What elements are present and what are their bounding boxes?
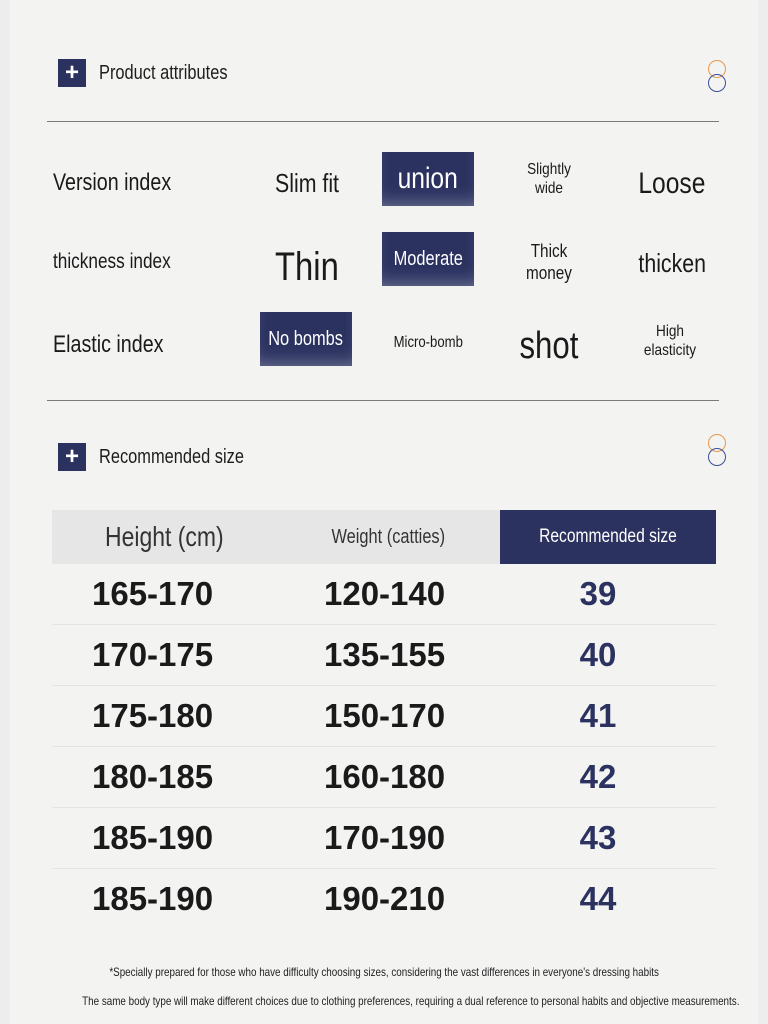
cell-height: 180-185 — [92, 758, 214, 795]
header-height: Height (cm) — [104, 521, 224, 552]
attr-label-version: Version index — [53, 169, 172, 196]
cell-size: 42 — [579, 758, 617, 795]
cell-weight: 135-155 — [324, 636, 446, 673]
cell-weight: 150-170 — [324, 697, 446, 734]
table-row — [52, 747, 716, 808]
product-detail-page — [10, 0, 758, 1024]
divider — [47, 121, 719, 122]
attributes-section-title: Product attributes — [99, 61, 228, 84]
rings-icon — [706, 434, 730, 474]
option-slim-fit: Slim fit — [275, 168, 339, 199]
table-row — [52, 808, 716, 869]
cell-weight: 160-180 — [324, 758, 446, 795]
size-table — [52, 510, 716, 929]
option-thicken: thicken — [638, 248, 706, 279]
table-row — [52, 686, 716, 747]
cell-weight: 190-210 — [324, 880, 446, 917]
table-header — [52, 510, 716, 564]
table-row — [52, 625, 716, 686]
option-loose: Loose — [638, 167, 706, 200]
cell-size: 43 — [579, 819, 617, 856]
cell-height: 185-190 — [92, 819, 214, 856]
plus-icon: + — [58, 59, 86, 87]
cell-height: 185-190 — [92, 880, 214, 917]
cell-size: 39 — [579, 575, 617, 612]
size-section-header — [58, 442, 276, 472]
option-micro-bomb: Micro-bomb — [393, 334, 463, 352]
cell-size: 40 — [579, 636, 617, 673]
cell-size: 41 — [579, 697, 617, 734]
cell-height: 170-175 — [92, 636, 214, 673]
option-high-elasticity: High elasticity — [643, 322, 697, 359]
cell-weight: 170-190 — [324, 819, 446, 856]
table-row — [52, 564, 716, 625]
option-thin: Thin — [275, 245, 339, 289]
option-slightly-wide: Slightly wide — [527, 160, 571, 197]
option-shot: shot — [519, 325, 579, 368]
cell-height: 165-170 — [92, 575, 214, 612]
attr-label-elastic: Elastic index — [53, 331, 164, 358]
header-weight: Weight (catties) — [331, 525, 445, 548]
cell-size: 44 — [579, 880, 617, 917]
option-no-bombs-selected: No bombs — [260, 312, 352, 366]
option-moderate-selected: Moderate — [382, 232, 474, 286]
option-union-selected: union — [382, 152, 474, 206]
plus-icon: + — [58, 443, 86, 471]
rings-icon — [706, 60, 730, 100]
header-recommended-size: Recommended size — [500, 510, 716, 564]
size-section-title: Recommended size — [99, 445, 244, 468]
option-thick-money: Thick money — [526, 241, 572, 283]
cell-height: 175-180 — [92, 697, 214, 734]
footnote-2: The same body type will make different choices due to clothing preferences, requiring a dual reference to personal habits and objective measurements. — [82, 994, 740, 1008]
table-row — [52, 869, 716, 929]
divider — [47, 400, 719, 401]
attributes-section-header — [58, 58, 256, 88]
footnote-1: *Specially prepared for those who have difficulty choosing sizes, considering the vast differences in everyone's dressing habits — [109, 965, 659, 979]
attr-label-thickness: thickness index — [53, 250, 171, 273]
cell-weight: 120-140 — [324, 575, 446, 612]
